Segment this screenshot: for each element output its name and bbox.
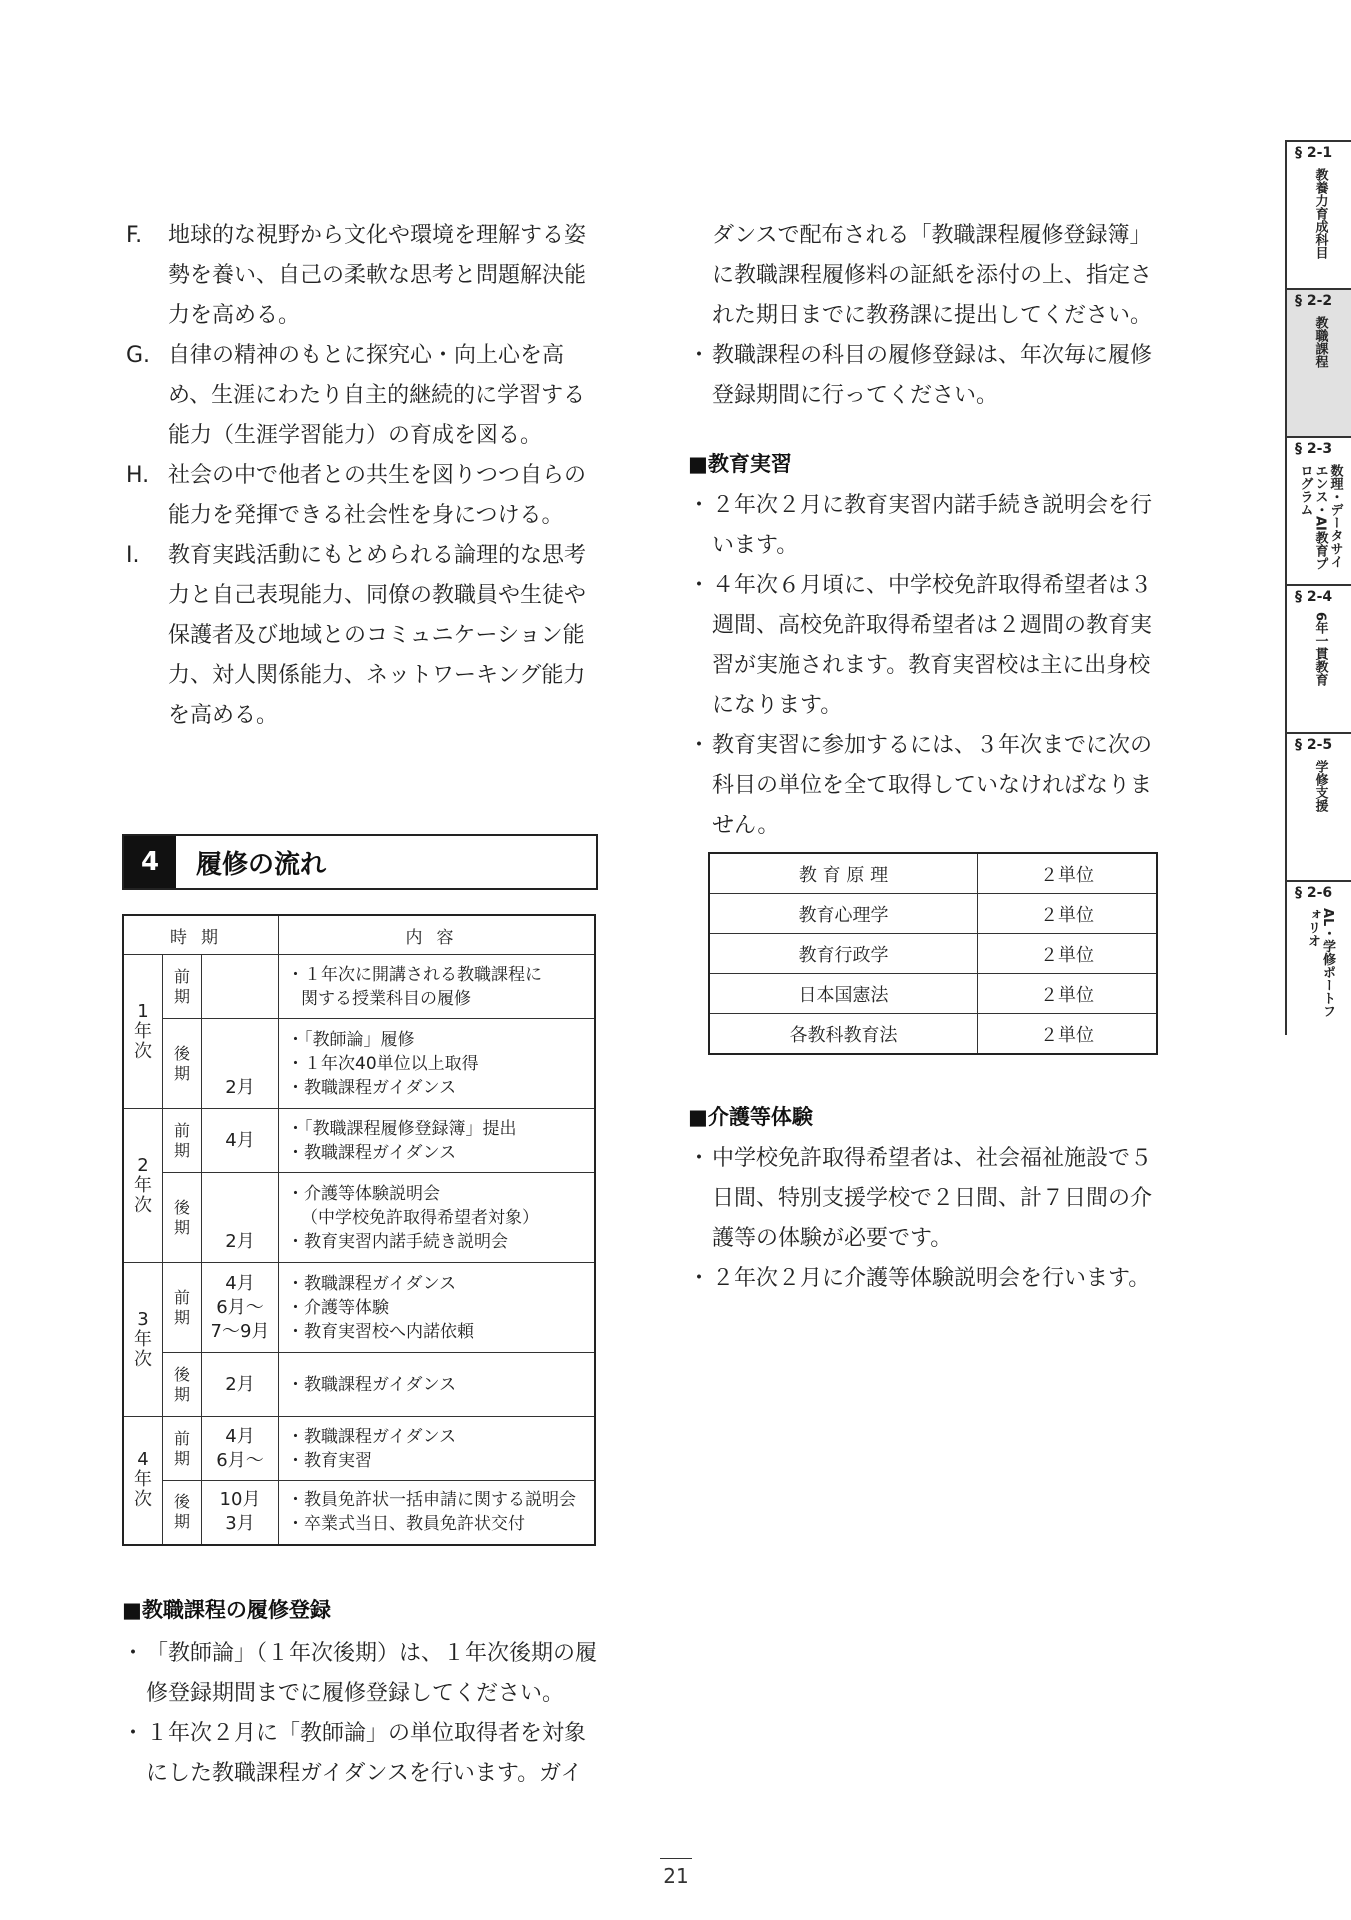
year-cell xyxy=(123,1263,163,1417)
year-label-char: 年 xyxy=(134,1020,152,1042)
flow-row xyxy=(123,1173,595,1263)
goal-item xyxy=(122,216,602,336)
bullet-line: 教育実習に参加するには、３年次までに次の xyxy=(712,733,1153,758)
goal-list xyxy=(122,216,602,736)
bullet-marker: ・ xyxy=(688,573,711,598)
flow-row xyxy=(123,1019,595,1109)
content-item: ・教職課程ガイダンス xyxy=(287,1426,457,1447)
bullet-item xyxy=(122,1634,602,1714)
bullet-marker: ・ xyxy=(688,1146,711,1171)
subject-units: ２単位 xyxy=(978,934,1158,974)
side-tab-id: § 2-2 xyxy=(1295,293,1333,309)
content-item: ・１年次に開講される教職課程に xyxy=(287,964,542,985)
units-row xyxy=(709,934,1157,974)
required-units-table xyxy=(708,852,1158,1055)
side-tab[interactable] xyxy=(1287,584,1351,734)
term-cell xyxy=(163,1109,202,1173)
continuation-line: ダンスで配布される「教職課程履修登録簿」 xyxy=(712,223,1152,248)
goal-line: 力を高める。 xyxy=(168,303,301,328)
term-label-char: 期 xyxy=(173,1217,190,1237)
term-cell xyxy=(163,1353,202,1417)
section-title: 履修の流れ xyxy=(196,849,327,880)
goal-line: 保護者及び地域とのコミュニケーション能 xyxy=(168,623,585,648)
side-tab[interactable] xyxy=(1287,436,1351,586)
bullet-line: １年次２月に「教師論」の単位取得者を対象 xyxy=(146,1721,587,1746)
year-label-char: 年 xyxy=(134,1174,152,1196)
goal-marker: F. xyxy=(126,223,143,248)
month-value: 3月 xyxy=(225,1513,255,1535)
term-label-char: 期 xyxy=(173,1448,190,1468)
content-item: ・１年次40単位以上取得 xyxy=(287,1053,479,1074)
year-label-char: 3 xyxy=(137,1308,149,1330)
content-cell xyxy=(279,1173,596,1263)
bullet-line: 登録期間に行ってください。 xyxy=(712,383,999,408)
bullet-line: ２年次２月に介護等体験説明会を行います。 xyxy=(712,1266,1151,1291)
goal-line: 社会の中で他者との共生を図りつつ自らの xyxy=(168,463,587,488)
subject-name: 教育行政学 xyxy=(709,934,978,974)
units-row xyxy=(709,894,1157,934)
side-tab[interactable] xyxy=(1287,880,1351,1037)
year-label-char: 次 xyxy=(134,1348,152,1370)
flow-row xyxy=(123,1481,595,1545)
bullet-line: 護等の体験が必要です。 xyxy=(712,1226,953,1251)
goal-item xyxy=(122,456,602,536)
content-cell xyxy=(279,1019,596,1109)
units-row xyxy=(709,1014,1157,1055)
year-label-char: 次 xyxy=(134,1040,152,1062)
goal-line: 勢を養い、自己の柔軟な思考と問題解決能 xyxy=(168,263,587,288)
page-number: 21 xyxy=(663,1864,689,1888)
goal-line: 地球的な視野から文化や環境を理解する姿 xyxy=(168,223,587,248)
section-index-sidebar xyxy=(1285,140,1351,1035)
subject-units: ２単位 xyxy=(978,1014,1158,1055)
page-number-rule xyxy=(660,1858,692,1859)
side-tab-id: § 2-1 xyxy=(1295,145,1333,161)
goal-line: 教育実践活動にもとめられる論理的な思考 xyxy=(168,543,587,568)
content-item: ・教職課程ガイダンス xyxy=(287,1077,457,1098)
subject-name: 教 育 原 理 xyxy=(709,853,978,894)
goal-marker: G. xyxy=(126,343,151,368)
content-item: ・教職課程ガイダンス xyxy=(287,1273,457,1294)
term-label-char: 期 xyxy=(173,1140,190,1160)
content-cell xyxy=(279,1109,596,1173)
year-label-char: 2 xyxy=(137,1154,149,1176)
side-tab[interactable] xyxy=(1287,732,1351,882)
year-label-char: 4 xyxy=(137,1449,149,1471)
month-value: 4月 xyxy=(225,1272,255,1294)
goal-line: 能力を発揮できる社会性を身につける。 xyxy=(168,503,564,528)
content-item: ・介護等体験 xyxy=(287,1297,389,1318)
content-item: ・卒業式当日、教員免許状交付 xyxy=(287,1514,525,1535)
bullet-line: 教職課程の科目の履修登録は、年次毎に履修 xyxy=(712,343,1153,368)
month-value: 7〜9月 xyxy=(210,1320,270,1342)
term-label-char: 前 xyxy=(173,1120,190,1140)
bullet-item xyxy=(688,486,1168,566)
content-item: ・「教師論」履修 xyxy=(287,1029,415,1050)
subject-units: ２単位 xyxy=(978,974,1158,1014)
content-item: （中学校免許取得希望者対象） xyxy=(301,1207,539,1228)
goal-marker: I. xyxy=(126,543,140,568)
care-heading: ■介護等体験 xyxy=(688,1105,813,1129)
care-bullets xyxy=(688,1139,1168,1299)
term-label-char: 期 xyxy=(173,1384,190,1404)
registration-section-left xyxy=(122,1592,602,1794)
goal-item xyxy=(122,336,602,456)
header-content: 内容 xyxy=(279,915,596,955)
course-flow-table xyxy=(122,914,596,1546)
subject-units: ２単位 xyxy=(978,853,1158,894)
subject-name: 各教科教育法 xyxy=(709,1014,978,1055)
flow-row xyxy=(123,1109,595,1173)
section-heading xyxy=(122,834,598,890)
side-tab-id: § 2-4 xyxy=(1295,589,1333,605)
subject-name: 日本国憲法 xyxy=(709,974,978,1014)
term-cell xyxy=(163,1173,202,1263)
bullet-line: ２年次２月に教育実習内諾手続き説明会を行 xyxy=(712,493,1153,518)
year-cell xyxy=(123,1417,163,1545)
continuation-line: れた期日までに教務課に提出してください。 xyxy=(712,303,1153,328)
month-value: 2月 xyxy=(225,1231,255,1252)
month-value: 2月 xyxy=(225,1077,255,1098)
month-cell xyxy=(202,955,279,1019)
term-cell xyxy=(163,1481,202,1545)
bullet-line: 修登録期間までに履修登録してください。 xyxy=(146,1681,565,1706)
side-tab-id: § 2-3 xyxy=(1295,441,1333,457)
bullet-item xyxy=(122,1714,602,1794)
content-cell xyxy=(279,1353,596,1417)
month-cell xyxy=(202,1019,279,1109)
bullet-marker: ・ xyxy=(122,1721,145,1746)
term-label-char: 後 xyxy=(173,1043,190,1063)
side-tab-title: 教養力育成科目 xyxy=(1312,168,1328,259)
goal-line: め、生涯にわたり自主的継続的に学習する xyxy=(168,383,586,408)
content-item: ・教育実習校へ内諾依頼 xyxy=(287,1321,474,1342)
bullet-line: 習が実施されます。教育実習校は主に出身校 xyxy=(712,653,1151,678)
goal-line: 能力（生涯学習能力）の育成を図る。 xyxy=(168,423,543,448)
flow-row xyxy=(123,955,595,1019)
content-cell xyxy=(279,1263,596,1353)
month-cell xyxy=(202,1263,279,1353)
bullet-line: います。 xyxy=(712,533,799,558)
content-item: ・「教職課程履修登録簿」提出 xyxy=(287,1118,517,1139)
subject-units: ２単位 xyxy=(978,894,1158,934)
flow-table-header xyxy=(123,915,595,955)
bullet-item xyxy=(688,336,1168,416)
units-row xyxy=(709,853,1157,894)
year-label-char: 次 xyxy=(134,1194,152,1216)
content-item: ・介護等体験説明会 xyxy=(287,1183,440,1204)
goal-line: を高める。 xyxy=(168,703,279,728)
year-label-char: 次 xyxy=(134,1489,152,1511)
month-cell xyxy=(202,1173,279,1263)
side-tab-title: 数理・データサイエンス・AI教育プログラム xyxy=(1297,464,1343,570)
registration-bullets xyxy=(122,1634,602,1794)
goal-line: 力、対人関係能力、ネットワーキング能力 xyxy=(168,663,586,688)
registration-heading: ■教職課程の履修登録 xyxy=(122,1598,331,1622)
bullet-marker: ・ xyxy=(688,493,711,518)
month-value: 4月 xyxy=(225,1129,255,1151)
flow-row xyxy=(123,1353,595,1417)
subject-name: 教育心理学 xyxy=(709,894,978,934)
year-label-char: 年 xyxy=(134,1469,152,1491)
content-item: ・教育実習内諾手続き説明会 xyxy=(287,1231,508,1252)
month-value: 10月 xyxy=(219,1489,261,1511)
bullet-item xyxy=(688,726,1168,846)
bullet-item xyxy=(688,566,1168,726)
content-item: ・教職課程ガイダンス xyxy=(287,1142,457,1163)
side-tab-title: AL・学修ポートフォリオ xyxy=(1305,908,1335,1018)
term-label-char: 期 xyxy=(173,1063,190,1083)
year-cell xyxy=(123,1109,163,1263)
content-cell xyxy=(279,955,596,1019)
month-value: 4月 xyxy=(225,1425,255,1447)
term-label-char: 前 xyxy=(173,1287,190,1307)
term-label-char: 期 xyxy=(173,1512,190,1532)
term-label-char: 期 xyxy=(173,1307,190,1327)
month-value: 6月〜 xyxy=(216,1296,264,1318)
content-cell xyxy=(279,1481,596,1545)
term-cell xyxy=(163,1019,202,1109)
term-label-char: 前 xyxy=(173,966,190,986)
bullet-line: 科目の単位を全て取得していなければなりま xyxy=(712,773,1153,798)
month-cell xyxy=(202,1417,279,1481)
goal-line: 自律の精神のもとに探究心・向上心を高 xyxy=(168,343,565,368)
side-tab-id: § 2-6 xyxy=(1295,885,1333,901)
header-period: 時期 xyxy=(123,915,279,955)
goal-line: 力と自己表現能力、同僚の教職員や生徒や xyxy=(168,583,587,608)
content-cell xyxy=(279,1417,596,1481)
content-item: ・教育実習 xyxy=(287,1450,372,1471)
bullet-line: にした教職課程ガイダンスを行います。ガイ xyxy=(146,1761,583,1786)
term-label-char: 期 xyxy=(173,986,190,1006)
bullet-line: になります。 xyxy=(712,693,843,718)
month-cell xyxy=(202,1353,279,1417)
bullet-line: 中学校免許取得希望者は、社会福祉施設で５ xyxy=(712,1146,1153,1171)
units-row xyxy=(709,974,1157,1014)
bullet-line: 日間、特別支援学校で２日間、計７日間の介 xyxy=(712,1186,1153,1211)
side-tab-title: 学修支援 xyxy=(1312,760,1328,812)
term-label-char: 後 xyxy=(173,1197,190,1217)
side-tab-id: § 2-5 xyxy=(1295,737,1333,753)
content-item: ・教職課程ガイダンス xyxy=(287,1374,457,1395)
bullet-marker: ・ xyxy=(122,1641,145,1666)
flow-row xyxy=(123,1417,595,1481)
month-cell xyxy=(202,1109,279,1173)
bullet-marker: ・ xyxy=(688,343,711,368)
bullet-marker: ・ xyxy=(688,1266,711,1291)
registration-bullets-2 xyxy=(688,336,1168,416)
term-cell xyxy=(163,1417,202,1481)
bullet-line: ４年次６月頃に、中学校免許取得希望者は３ xyxy=(712,573,1153,598)
bullet-line: せん。 xyxy=(712,813,780,838)
year-label-char: 年 xyxy=(134,1328,152,1350)
practice-heading: ■教育実習 xyxy=(688,452,792,476)
practice-bullets xyxy=(688,486,1168,846)
side-tab[interactable] xyxy=(1287,288,1351,438)
content-item: 関する授業科目の履修 xyxy=(301,988,471,1009)
left-column xyxy=(122,216,602,736)
goal-item xyxy=(122,536,602,736)
bullet-item xyxy=(688,1259,1168,1299)
month-value: 6月〜 xyxy=(216,1449,264,1471)
year-cell xyxy=(123,955,163,1109)
side-tab[interactable] xyxy=(1287,140,1351,290)
side-tab-title: 6年一貫教育 xyxy=(1312,612,1328,687)
registration-continuation xyxy=(688,216,1168,336)
bullet-item xyxy=(688,1139,1168,1259)
term-label-char: 後 xyxy=(173,1364,190,1384)
month-value: 2月 xyxy=(225,1373,255,1395)
term-cell xyxy=(163,955,202,1019)
bullet-marker: ・ xyxy=(688,733,711,758)
term-cell xyxy=(163,1263,202,1353)
section-number: 4 xyxy=(124,836,176,888)
flow-row xyxy=(123,1263,595,1353)
bullet-line: 週間、高校免許取得希望者は２週間の教育実 xyxy=(712,613,1153,638)
side-tab-title: 教職課程 xyxy=(1312,316,1328,368)
term-label-char: 前 xyxy=(173,1428,190,1448)
right-column xyxy=(688,216,1168,1299)
goal-marker: H. xyxy=(126,463,150,488)
year-label-char: 1 xyxy=(137,1000,149,1022)
bullet-line: 「教師論」（１年次後期）は、１年次後期の履 xyxy=(146,1641,598,1666)
continuation-line: に教職課程履修料の証紙を添付の上、指定さ xyxy=(712,263,1153,288)
month-cell xyxy=(202,1481,279,1545)
content-item: ・教員免許状一括申請に関する説明会 xyxy=(287,1490,576,1511)
term-label-char: 後 xyxy=(173,1492,190,1512)
